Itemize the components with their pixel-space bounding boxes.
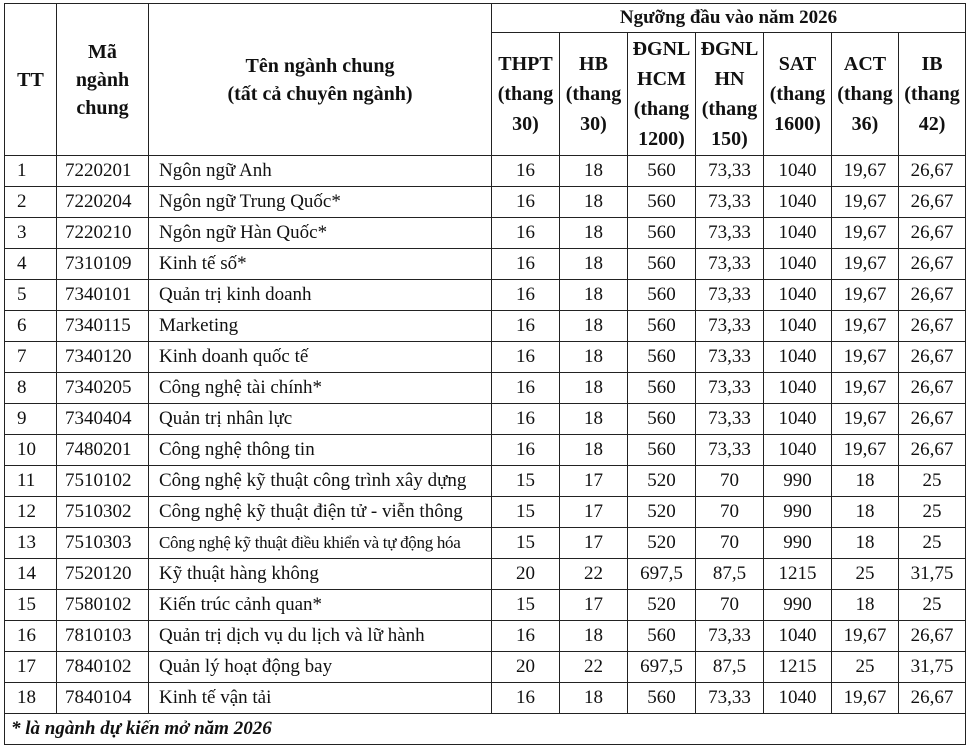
cell-dgnl-hn: 73,33 <box>696 156 764 187</box>
cell-ib: 26,67 <box>899 683 966 714</box>
cell-sat: 1040 <box>764 373 832 404</box>
cell-sat: 1040 <box>764 311 832 342</box>
cell-ib: 25 <box>899 497 966 528</box>
cell-ib: 25 <box>899 466 966 497</box>
cell-ib: 25 <box>899 590 966 621</box>
cell-dgnl-hn: 73,33 <box>696 342 764 373</box>
cell-sat: 1040 <box>764 280 832 311</box>
cell-act: 19,67 <box>832 249 899 280</box>
cell-ten-nganh: Kiến trúc cảnh quan* <box>149 590 492 621</box>
header-dgnl-hn: ĐGNL HN (thang 150) <box>696 33 764 156</box>
cell-act: 19,67 <box>832 373 899 404</box>
cell-dgnl-hn: 73,33 <box>696 249 764 280</box>
cell-dgnl-hcm: 560 <box>628 621 696 652</box>
cell-ma-nganh: 7510303 <box>57 528 149 559</box>
cell-hb: 18 <box>560 373 628 404</box>
cell-dgnl-hn: 70 <box>696 497 764 528</box>
cell-ib: 26,67 <box>899 187 966 218</box>
cell-ib: 26,67 <box>899 404 966 435</box>
cell-hb: 22 <box>560 652 628 683</box>
cell-sat: 1040 <box>764 435 832 466</box>
table-row <box>5 311 966 342</box>
cell-thpt: 16 <box>492 435 560 466</box>
cell-thpt: 16 <box>492 280 560 311</box>
cell-sat: 1040 <box>764 218 832 249</box>
cell-ib: 26,67 <box>899 218 966 249</box>
cell-act: 19,67 <box>832 435 899 466</box>
cell-act: 19,67 <box>832 280 899 311</box>
cell-ma-nganh: 7220210 <box>57 218 149 249</box>
table-row <box>5 683 966 714</box>
cell-hb: 18 <box>560 280 628 311</box>
cell-dgnl-hn: 73,33 <box>696 311 764 342</box>
cell-sat: 990 <box>764 497 832 528</box>
cell-sat: 990 <box>764 466 832 497</box>
cell-act: 19,67 <box>832 621 899 652</box>
cell-ten-nganh: Ngôn ngữ Anh <box>149 156 492 187</box>
cell-tt: 4 <box>5 249 57 280</box>
cell-thpt: 16 <box>492 373 560 404</box>
table-row <box>5 466 966 497</box>
table-row <box>5 590 966 621</box>
cell-tt: 10 <box>5 435 57 466</box>
cell-dgnl-hcm: 560 <box>628 373 696 404</box>
table-row <box>5 249 966 280</box>
table-row <box>5 280 966 311</box>
cell-dgnl-hn: 70 <box>696 528 764 559</box>
cell-ten-nganh: Kinh tế số* <box>149 249 492 280</box>
cell-sat: 1040 <box>764 249 832 280</box>
cell-dgnl-hcm: 560 <box>628 280 696 311</box>
cell-ma-nganh: 7310109 <box>57 249 149 280</box>
cell-dgnl-hcm: 560 <box>628 249 696 280</box>
cell-ma-nganh: 7510102 <box>57 466 149 497</box>
cell-ten-nganh: Công nghệ kỹ thuật điều khiển và tự động hóa <box>149 528 492 559</box>
header-dgnl-hcm: ĐGNL HCM (thang 1200) <box>628 33 696 156</box>
cell-ib: 31,75 <box>899 652 966 683</box>
cell-sat: 990 <box>764 590 832 621</box>
cell-hb: 18 <box>560 621 628 652</box>
cell-dgnl-hn: 70 <box>696 466 764 497</box>
cell-tt: 16 <box>5 621 57 652</box>
cell-tt: 18 <box>5 683 57 714</box>
cell-ib: 26,67 <box>899 621 966 652</box>
cell-dgnl-hn: 73,33 <box>696 218 764 249</box>
cell-sat: 1215 <box>764 652 832 683</box>
cell-hb: 18 <box>560 311 628 342</box>
cell-ten-nganh: Kỹ thuật hàng không <box>149 559 492 590</box>
table-row <box>5 404 966 435</box>
cell-sat: 1040 <box>764 404 832 435</box>
cell-ten-nganh: Marketing <box>149 311 492 342</box>
cell-ma-nganh: 7480201 <box>57 435 149 466</box>
cell-ma-nganh: 7340115 <box>57 311 149 342</box>
header-sat: SAT (thang 1600) <box>764 33 832 156</box>
cell-ma-nganh: 7340404 <box>57 404 149 435</box>
header-act: ACT (thang 36) <box>832 33 899 156</box>
cell-dgnl-hn: 87,5 <box>696 652 764 683</box>
cell-ten-nganh: Quản lý hoạt động bay <box>149 652 492 683</box>
cell-hb: 18 <box>560 218 628 249</box>
cell-act: 19,67 <box>832 156 899 187</box>
cell-tt: 17 <box>5 652 57 683</box>
cell-dgnl-hn: 73,33 <box>696 435 764 466</box>
cell-dgnl-hcm: 697,5 <box>628 559 696 590</box>
cell-hb: 17 <box>560 497 628 528</box>
cell-ib: 26,67 <box>899 156 966 187</box>
cell-thpt: 16 <box>492 311 560 342</box>
cell-act: 19,67 <box>832 683 899 714</box>
cell-ten-nganh: Công nghệ thông tin <box>149 435 492 466</box>
cell-ma-nganh: 7340120 <box>57 342 149 373</box>
cell-hb: 18 <box>560 187 628 218</box>
cell-hb: 18 <box>560 683 628 714</box>
cell-act: 18 <box>832 497 899 528</box>
cell-tt: 1 <box>5 156 57 187</box>
cell-dgnl-hcm: 560 <box>628 311 696 342</box>
cell-dgnl-hcm: 560 <box>628 218 696 249</box>
cell-tt: 8 <box>5 373 57 404</box>
cell-ma-nganh: 7520120 <box>57 559 149 590</box>
cell-thpt: 16 <box>492 218 560 249</box>
cell-ten-nganh: Ngôn ngữ Trung Quốc* <box>149 187 492 218</box>
cell-sat: 1040 <box>764 187 832 218</box>
admission-threshold-table <box>4 3 966 745</box>
cell-dgnl-hcm: 560 <box>628 683 696 714</box>
table-row <box>5 559 966 590</box>
cell-ib: 26,67 <box>899 249 966 280</box>
footnote: * là ngành dự kiến mở năm 2026 <box>5 714 966 745</box>
cell-sat: 1215 <box>764 559 832 590</box>
table-row <box>5 156 966 187</box>
cell-hb: 22 <box>560 559 628 590</box>
cell-dgnl-hcm: 520 <box>628 466 696 497</box>
cell-thpt: 15 <box>492 528 560 559</box>
cell-ten-nganh: Quản trị dịch vụ du lịch và lữ hành <box>149 621 492 652</box>
cell-ma-nganh: 7220204 <box>57 187 149 218</box>
cell-thpt: 15 <box>492 466 560 497</box>
cell-ma-nganh: 7340101 <box>57 280 149 311</box>
cell-tt: 13 <box>5 528 57 559</box>
cell-ma-nganh: 7510302 <box>57 497 149 528</box>
cell-hb: 17 <box>560 466 628 497</box>
cell-tt: 15 <box>5 590 57 621</box>
cell-ten-nganh: Ngôn ngữ Hàn Quốc* <box>149 218 492 249</box>
cell-thpt: 16 <box>492 187 560 218</box>
header-ten-nganh: Tên ngành chung (tất cả chuyên ngành) <box>149 4 492 156</box>
cell-ma-nganh: 7220201 <box>57 156 149 187</box>
cell-sat: 1040 <box>764 342 832 373</box>
cell-sat: 1040 <box>764 621 832 652</box>
cell-hb: 18 <box>560 249 628 280</box>
cell-hb: 18 <box>560 435 628 466</box>
cell-tt: 5 <box>5 280 57 311</box>
cell-act: 19,67 <box>832 404 899 435</box>
cell-dgnl-hcm: 560 <box>628 435 696 466</box>
cell-act: 19,67 <box>832 311 899 342</box>
cell-tt: 3 <box>5 218 57 249</box>
cell-tt: 2 <box>5 187 57 218</box>
table-row <box>5 435 966 466</box>
cell-act: 19,67 <box>832 187 899 218</box>
cell-act: 19,67 <box>832 218 899 249</box>
cell-hb: 17 <box>560 590 628 621</box>
cell-ib: 25 <box>899 528 966 559</box>
cell-thpt: 20 <box>492 559 560 590</box>
cell-ten-nganh: Công nghệ kỹ thuật điện tử - viễn thông <box>149 497 492 528</box>
cell-dgnl-hcm: 560 <box>628 156 696 187</box>
table-row <box>5 621 966 652</box>
header-tt: TT <box>5 4 57 156</box>
cell-thpt: 16 <box>492 621 560 652</box>
cell-hb: 18 <box>560 342 628 373</box>
cell-dgnl-hn: 73,33 <box>696 280 764 311</box>
cell-ma-nganh: 7340205 <box>57 373 149 404</box>
cell-act: 18 <box>832 528 899 559</box>
cell-act: 18 <box>832 590 899 621</box>
header-group-title: Ngưỡng đầu vào năm 2026 <box>492 4 966 33</box>
cell-ten-nganh: Quản trị kinh doanh <box>149 280 492 311</box>
cell-tt: 12 <box>5 497 57 528</box>
cell-dgnl-hcm: 560 <box>628 404 696 435</box>
cell-act: 19,67 <box>832 342 899 373</box>
cell-thpt: 16 <box>492 156 560 187</box>
cell-ma-nganh: 7840104 <box>57 683 149 714</box>
cell-tt: 7 <box>5 342 57 373</box>
cell-hb: 18 <box>560 404 628 435</box>
cell-dgnl-hcm: 520 <box>628 497 696 528</box>
cell-thpt: 16 <box>492 404 560 435</box>
cell-tt: 9 <box>5 404 57 435</box>
cell-dgnl-hcm: 520 <box>628 590 696 621</box>
cell-thpt: 16 <box>492 683 560 714</box>
cell-thpt: 15 <box>492 497 560 528</box>
cell-ma-nganh: 7580102 <box>57 590 149 621</box>
cell-dgnl-hn: 73,33 <box>696 683 764 714</box>
cell-act: 18 <box>832 466 899 497</box>
cell-ib: 26,67 <box>899 373 966 404</box>
cell-dgnl-hn: 70 <box>696 590 764 621</box>
cell-tt: 6 <box>5 311 57 342</box>
table-row <box>5 218 966 249</box>
cell-sat: 990 <box>764 528 832 559</box>
cell-dgnl-hcm: 560 <box>628 187 696 218</box>
cell-dgnl-hn: 73,33 <box>696 373 764 404</box>
cell-ma-nganh: 7840102 <box>57 652 149 683</box>
cell-thpt: 16 <box>492 249 560 280</box>
cell-thpt: 20 <box>492 652 560 683</box>
cell-sat: 1040 <box>764 156 832 187</box>
header-hb: HB (thang 30) <box>560 33 628 156</box>
cell-hb: 18 <box>560 156 628 187</box>
table-row <box>5 652 966 683</box>
table-row <box>5 187 966 218</box>
cell-dgnl-hcm: 697,5 <box>628 652 696 683</box>
table-row <box>5 373 966 404</box>
cell-ib: 26,67 <box>899 311 966 342</box>
cell-dgnl-hn: 73,33 <box>696 187 764 218</box>
cell-tt: 14 <box>5 559 57 590</box>
cell-act: 25 <box>832 652 899 683</box>
cell-ten-nganh: Công nghệ tài chính* <box>149 373 492 404</box>
cell-dgnl-hcm: 520 <box>628 528 696 559</box>
cell-ten-nganh: Quản trị nhân lực <box>149 404 492 435</box>
cell-ten-nganh: Kinh doanh quốc tế <box>149 342 492 373</box>
cell-act: 25 <box>832 559 899 590</box>
cell-thpt: 16 <box>492 342 560 373</box>
cell-ib: 31,75 <box>899 559 966 590</box>
cell-ib: 26,67 <box>899 435 966 466</box>
cell-dgnl-hn: 73,33 <box>696 404 764 435</box>
cell-ten-nganh: Kinh tế vận tải <box>149 683 492 714</box>
cell-dgnl-hn: 87,5 <box>696 559 764 590</box>
cell-hb: 17 <box>560 528 628 559</box>
cell-thpt: 15 <box>492 590 560 621</box>
cell-ib: 26,67 <box>899 342 966 373</box>
cell-dgnl-hcm: 560 <box>628 342 696 373</box>
header-ma-nganh: Mã ngành chung <box>57 4 149 156</box>
cell-dgnl-hn: 73,33 <box>696 621 764 652</box>
table-row <box>5 342 966 373</box>
table-row <box>5 497 966 528</box>
cell-ten-nganh: Công nghệ kỹ thuật công trình xây dựng <box>149 466 492 497</box>
cell-ib: 26,67 <box>899 280 966 311</box>
cell-sat: 1040 <box>764 683 832 714</box>
cell-tt: 11 <box>5 466 57 497</box>
header-thpt: THPT (thang 30) <box>492 33 560 156</box>
header-ib: IB (thang 42) <box>899 33 966 156</box>
cell-ma-nganh: 7810103 <box>57 621 149 652</box>
table-row <box>5 528 966 559</box>
